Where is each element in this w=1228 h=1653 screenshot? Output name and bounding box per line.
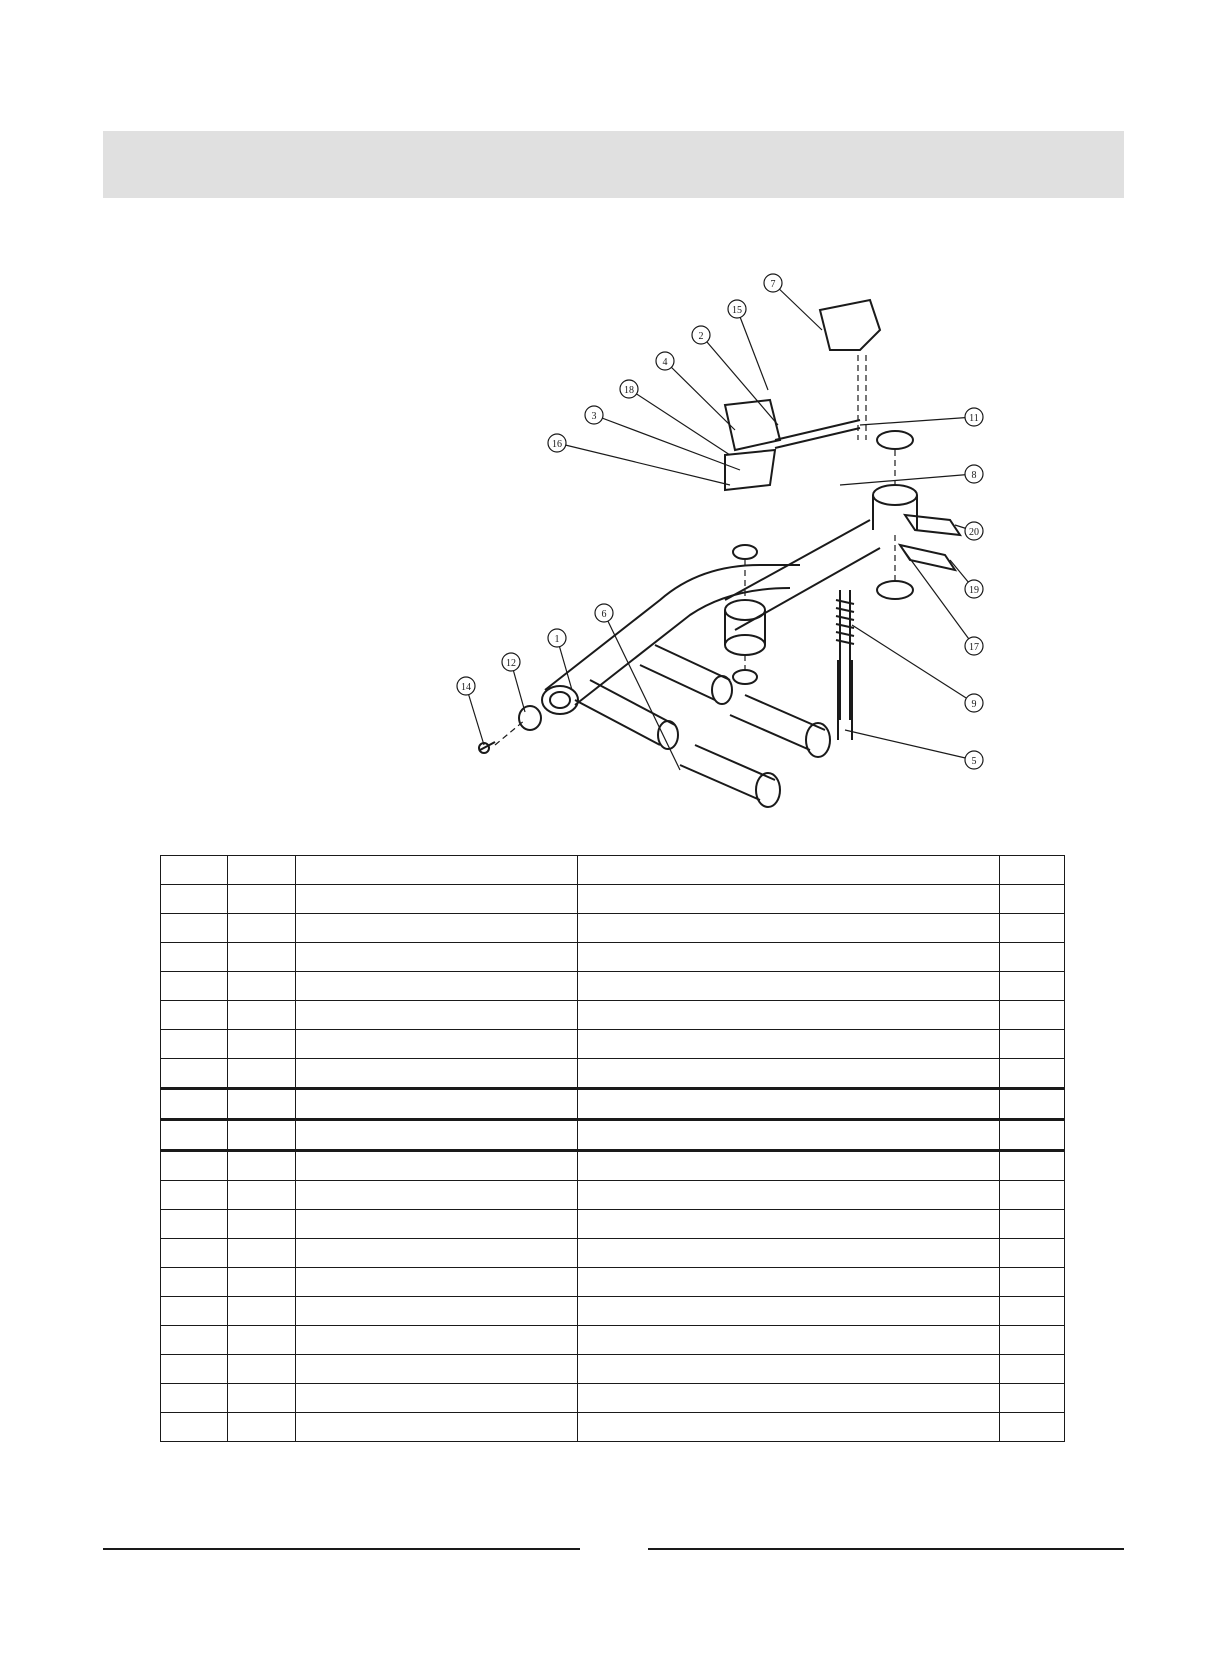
parts-table-body — [161, 856, 1065, 1442]
table-cell — [161, 1413, 228, 1442]
table-cell — [1000, 1059, 1065, 1089]
table-cell — [295, 1089, 577, 1120]
table-cell — [1000, 885, 1065, 914]
table-cell — [161, 1384, 228, 1413]
table-row — [161, 1089, 1065, 1120]
table-row — [161, 1181, 1065, 1210]
table-cell — [577, 1239, 999, 1268]
table-row — [161, 1210, 1065, 1239]
table-cell — [227, 1059, 295, 1089]
callout-label: 11 — [969, 413, 979, 424]
table-cell — [1000, 1089, 1065, 1120]
table-cell — [577, 1297, 999, 1326]
table-cell — [577, 1181, 999, 1210]
callout-label: 12 — [506, 658, 516, 669]
table-cell — [577, 1059, 999, 1089]
table-cell — [1000, 1268, 1065, 1297]
callout-label: 4 — [662, 357, 668, 368]
table-cell — [161, 1355, 228, 1384]
table-row — [161, 1355, 1065, 1384]
table-cell — [577, 1120, 999, 1151]
table-cell — [295, 885, 577, 914]
table-cell — [227, 1384, 295, 1413]
callout-label: 16 — [552, 439, 562, 450]
callout-layer — [457, 274, 983, 770]
callout-leader-5 — [845, 730, 974, 760]
callout-leader-3 — [594, 415, 740, 470]
table-cell — [161, 885, 228, 914]
table-row — [161, 856, 1065, 885]
table-cell — [295, 1210, 577, 1239]
table-cell — [227, 1120, 295, 1151]
callout-label: 18 — [624, 385, 634, 396]
table-cell — [295, 1059, 577, 1089]
table-cell — [577, 1384, 999, 1413]
table-row — [161, 1384, 1065, 1413]
parts-list-table — [160, 855, 1065, 1442]
table-cell — [227, 972, 295, 1001]
table-cell — [295, 1181, 577, 1210]
table-cell — [577, 885, 999, 914]
table-cell — [1000, 1413, 1065, 1442]
table-cell — [161, 914, 228, 943]
table-row — [161, 1413, 1065, 1442]
table-cell — [295, 1151, 577, 1181]
table-cell — [295, 1326, 577, 1355]
table-cell — [227, 856, 295, 885]
table-cell — [577, 1210, 999, 1239]
table-row — [161, 1268, 1065, 1297]
table-cell — [161, 1030, 228, 1059]
callout-label: 2 — [698, 331, 704, 342]
table-cell — [1000, 1120, 1065, 1151]
table-cell — [295, 856, 577, 885]
table-cell — [577, 943, 999, 972]
table-cell — [227, 1151, 295, 1181]
table-cell — [295, 1120, 577, 1151]
table-cell — [227, 1239, 295, 1268]
table-cell — [577, 1268, 999, 1297]
table-cell — [295, 914, 577, 943]
table-row — [161, 1001, 1065, 1030]
table-row — [161, 1059, 1065, 1089]
callout-label: 20 — [969, 527, 979, 538]
callout-leader-6 — [604, 613, 680, 770]
callout-label: 7 — [770, 279, 776, 290]
table-cell — [1000, 1239, 1065, 1268]
table-cell — [227, 1355, 295, 1384]
table-cell — [295, 1001, 577, 1030]
table-cell — [227, 1089, 295, 1120]
table-row — [161, 1120, 1065, 1151]
table-cell — [161, 856, 228, 885]
table-cell — [227, 1413, 295, 1442]
table-cell — [1000, 972, 1065, 1001]
table-cell — [1000, 1030, 1065, 1059]
table-row — [161, 972, 1065, 1001]
table-cell — [161, 1001, 228, 1030]
table-cell — [1000, 1326, 1065, 1355]
callout-leader-9 — [852, 625, 974, 703]
table-cell — [295, 1355, 577, 1384]
table-cell — [227, 1326, 295, 1355]
table-cell — [295, 972, 577, 1001]
frame-drawing — [479, 300, 960, 807]
table-cell — [161, 1326, 228, 1355]
table-cell — [577, 1030, 999, 1059]
table-row — [161, 1239, 1065, 1268]
table-cell — [161, 1268, 228, 1297]
callout-label: 9 — [971, 699, 977, 710]
table-row — [161, 914, 1065, 943]
callout-leader-15 — [737, 309, 768, 390]
table-cell — [295, 1030, 577, 1059]
table-cell — [161, 1151, 228, 1181]
table-cell — [227, 1210, 295, 1239]
table-cell — [295, 943, 577, 972]
callout-label: 19 — [969, 585, 979, 596]
table-cell — [161, 972, 228, 1001]
table-cell — [577, 972, 999, 1001]
table-cell — [227, 943, 295, 972]
table-row — [161, 1326, 1065, 1355]
table-row — [161, 1297, 1065, 1326]
table-cell — [161, 1297, 228, 1326]
table-cell — [227, 1030, 295, 1059]
table-cell — [161, 1120, 228, 1151]
callout-label: 3 — [591, 411, 597, 422]
callout-label: 17 — [969, 642, 979, 653]
table-cell — [295, 1239, 577, 1268]
footer-rule-left — [103, 1548, 580, 1550]
table-cell — [577, 1413, 999, 1442]
table-cell — [161, 943, 228, 972]
exploded-parts-diagram — [430, 260, 1000, 820]
table-cell — [227, 1268, 295, 1297]
table-cell — [577, 1001, 999, 1030]
table-cell — [577, 1151, 999, 1181]
table-cell — [161, 1059, 228, 1089]
table-cell — [577, 856, 999, 885]
callout-leader-7 — [773, 283, 822, 330]
callout-label: 14 — [461, 682, 471, 693]
table-cell — [295, 1268, 577, 1297]
table-cell — [577, 914, 999, 943]
table-cell — [1000, 856, 1065, 885]
table-cell — [227, 1297, 295, 1326]
table-cell — [1000, 1001, 1065, 1030]
table-cell — [227, 914, 295, 943]
table-cell — [577, 1355, 999, 1384]
table-cell — [1000, 1355, 1065, 1384]
table-cell — [161, 1239, 228, 1268]
table-cell — [227, 1001, 295, 1030]
table-row — [161, 1151, 1065, 1181]
table-cell — [227, 885, 295, 914]
callout-leader-11 — [860, 417, 974, 425]
table-cell — [577, 1326, 999, 1355]
table-cell — [1000, 1181, 1065, 1210]
table-row — [161, 1030, 1065, 1059]
callout-label: 6 — [601, 609, 607, 620]
table-cell — [295, 1297, 577, 1326]
table-cell — [161, 1210, 228, 1239]
table-cell — [1000, 943, 1065, 972]
callout-label: 15 — [732, 305, 742, 316]
table-cell — [1000, 1151, 1065, 1181]
table-cell — [577, 1089, 999, 1120]
table-cell — [1000, 1297, 1065, 1326]
page-header-band — [103, 131, 1124, 198]
callout-leader-16 — [557, 443, 730, 485]
table-cell — [1000, 1210, 1065, 1239]
callout-leader-8 — [840, 474, 974, 485]
table-cell — [161, 1181, 228, 1210]
callout-leader-17 — [900, 545, 974, 646]
callout-label: 8 — [971, 470, 977, 481]
table-row — [161, 943, 1065, 972]
callout-leader-18 — [629, 389, 730, 455]
footer-rule-right — [648, 1548, 1124, 1550]
callout-label: 1 — [554, 634, 560, 645]
table-cell — [295, 1413, 577, 1442]
table-cell — [1000, 914, 1065, 943]
table-cell — [295, 1384, 577, 1413]
callout-label: 5 — [971, 756, 977, 767]
table-cell — [227, 1181, 295, 1210]
callout-leader-2 — [701, 335, 778, 425]
table-cell — [1000, 1384, 1065, 1413]
table-cell — [161, 1089, 228, 1120]
table-row — [161, 885, 1065, 914]
